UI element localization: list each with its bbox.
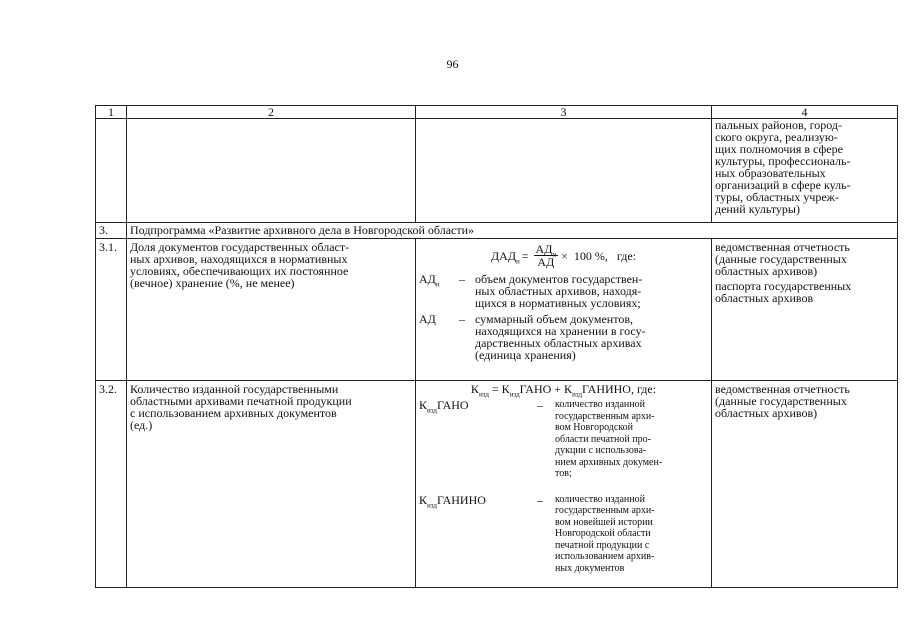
- header-col-2: 2: [127, 106, 416, 119]
- formula-tail: × 100 %, где:: [561, 249, 637, 263]
- row-3-2-source: [712, 381, 898, 588]
- continuation-source-text: пальных районов, город- ского округа, реализую- щих полномочия в сфере культуры, профессиональ- ных образовательных организаций в сфере куль- туры, областных учреж- дений культуры): [715, 118, 851, 216]
- definition-item: [419, 494, 708, 575]
- definition-dash: –: [459, 312, 465, 326]
- row-3-1-formula: [419, 243, 708, 269]
- row-3-2-source-text: ведомственная отчетность (данные государственных областных архивов): [715, 382, 850, 420]
- formula-denominator: АД: [537, 255, 555, 269]
- definition-dash: –: [537, 492, 543, 507]
- formula-eq: =: [521, 249, 529, 263]
- definition-symbol: $АД_н$: [419, 272, 440, 289]
- row-3-1-formula-cell: [416, 239, 712, 381]
- indicators-table: [95, 105, 898, 588]
- row-3-2-indicator-text: Количество изданной государственными областными архивами печатной продукции с использованием архивных документов (ед.): [130, 382, 352, 432]
- formula-lhs: $ДАД_н$: [490, 249, 520, 266]
- definition-symbol: АД: [419, 312, 436, 326]
- continuation-indicator: [127, 119, 416, 223]
- definition-symbol: $К_{изд}ГАНО$: [419, 398, 469, 415]
- page-number: 96: [446, 57, 459, 71]
- row-3-1-num: 3.1.: [96, 239, 127, 381]
- table-header-row: [96, 106, 898, 119]
- row-3-2-definitions: [419, 399, 708, 574]
- formula-numerator: $АД_н$: [535, 242, 557, 259]
- definition-symbol: $К_{изд}ГАНИНО$: [419, 492, 486, 509]
- definition-dash: –: [537, 398, 543, 412]
- table-row-3-1: [96, 239, 898, 381]
- definition-dash: –: [459, 272, 465, 286]
- row-3-1-source: [712, 239, 898, 381]
- row-3-1-indicator-text: Доля документов государственных област- ных архивов, находящихся в нормативных условиях, обеспечивающих их постоянное (вечное) хранение (%, не менее): [130, 240, 350, 290]
- formula-fraction: [534, 243, 559, 269]
- row-3-2-num: 3.2.: [96, 381, 127, 588]
- continuation-num: [96, 119, 127, 223]
- definition-text: количество изданной государственным архи- вом новейшей истории Новгородской области печатной продукции с использованием архив- ных документов: [555, 493, 655, 574]
- section-3-num: 3.: [96, 223, 127, 239]
- continuation-source: [712, 119, 898, 223]
- header-col-1: 1: [96, 106, 127, 119]
- continuation-formula: [416, 119, 712, 223]
- row-3-2-formula-cell: [416, 381, 712, 588]
- header-col-4: 4: [712, 106, 898, 119]
- row-3-1-definitions: [419, 273, 708, 361]
- row-3-1-source-1: ведомственная отчетность (данные государственных областных архивов): [715, 240, 850, 278]
- row-3-2-indicator: [127, 381, 416, 588]
- continuation-row: [96, 119, 898, 223]
- section-3-title: Подпрограмма «Развитие архивного дела в Новгородской области»: [127, 223, 898, 239]
- section-row-3: [96, 223, 898, 239]
- table-row-3-2: [96, 381, 898, 588]
- definition-text: объем документов государствен- ных областных архивов, находя- щихся в нормативных условиях;: [475, 272, 643, 310]
- row-3-2-formula: $К_{изд}$ = $К_{изд}ГАНО$ + $К_{изд}ГАНИНО$, где:: [470, 382, 657, 399]
- definition-text: суммарный объем документов, находящихся на хранении в госу- дарственных областных архивах (единица хранения): [475, 312, 646, 362]
- definition-item: [419, 313, 708, 361]
- definition-item: [419, 399, 708, 480]
- header-col-3: 3: [416, 106, 712, 119]
- row-3-1-source-2: паспорта государственных областных архивов: [715, 279, 852, 305]
- row-3-1-indicator: [127, 239, 416, 381]
- definition-text: количество изданной государственным архи- вом Новгородской области печатной про- дукции с использова- нием архивных докумен- тов;: [555, 399, 663, 479]
- definition-item: [419, 273, 708, 309]
